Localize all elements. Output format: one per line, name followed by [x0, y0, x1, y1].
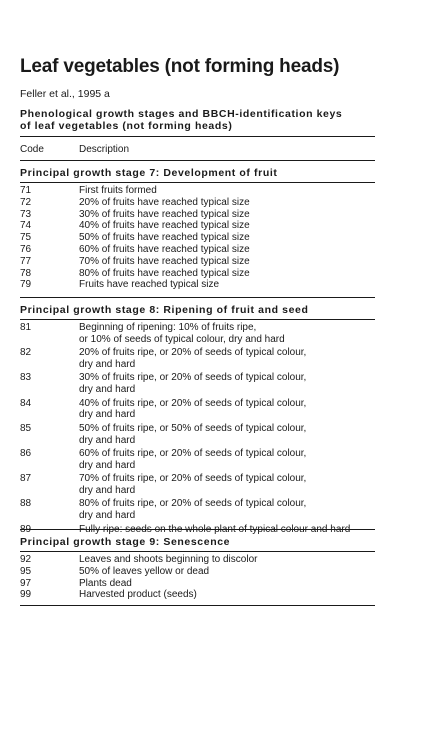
row-code: 78 — [20, 267, 32, 279]
row-description: 60% of fruits ripe, or 20% of seeds of typical colour, dry and hard — [79, 447, 307, 471]
row-description: 30% of fruits ripe, or 20% of seeds of typical colour, dry and hard — [79, 372, 307, 396]
column-header-description: Description — [79, 144, 130, 155]
stage-7-rows — [20, 185, 375, 291]
row-code: 74 — [20, 220, 32, 232]
table-row — [20, 220, 375, 232]
row-code: 76 — [20, 243, 32, 255]
table-row — [20, 566, 375, 578]
row-description: Beginning of ripening: 10% of fruits ripe, or 10% of seeds of typical colour, dry and hard — [79, 322, 285, 345]
row-description: First fruits formed — [79, 185, 157, 196]
table-row — [20, 578, 375, 590]
row-description: 50% of fruits have reached typical size — [79, 232, 250, 244]
row-description: 20% of fruits have reached typical size — [79, 196, 250, 208]
author-citation: Feller et al., 1995 a — [20, 88, 110, 100]
row-description: 70% of fruits have reached typical size — [79, 255, 250, 267]
table-row — [20, 197, 375, 209]
table-row — [20, 322, 375, 346]
table-row — [20, 256, 375, 268]
table-row — [20, 473, 375, 497]
row-code: 81 — [20, 322, 32, 333]
header-rule-bottom — [20, 160, 375, 161]
stage-9-rule — [20, 551, 375, 552]
row-code: 85 — [20, 422, 32, 434]
stage-9-title: Principal growth stage 9: Senescence — [20, 536, 231, 548]
table-row — [20, 279, 375, 291]
row-description: Harvested product (seeds) — [79, 589, 197, 601]
row-code: 88 — [20, 498, 32, 510]
row-description: 70% of fruits ripe, or 20% of seeds of typical colour, dry and hard — [79, 473, 307, 496]
row-description: Plants dead — [79, 577, 132, 589]
stage-7-rule — [20, 182, 375, 183]
row-description: 80% of fruits have reached typical size — [79, 267, 250, 279]
row-code: 86 — [20, 447, 32, 459]
row-code: 99 — [20, 589, 32, 601]
stage-7-end-rule — [20, 297, 375, 298]
table-row — [20, 185, 375, 197]
table-row — [20, 232, 375, 244]
table-row — [20, 209, 375, 221]
row-description: 40% of fruits ripe, or 20% of seeds of typical colour, dry and hard — [79, 397, 307, 421]
row-description: 30% of fruits have reached typical size — [79, 208, 250, 220]
table-row — [20, 347, 375, 371]
table-row — [20, 244, 375, 256]
table-end-rule — [20, 605, 375, 606]
row-description: Fully ripe: seeds on the whole plant of typical colour and hard — [79, 523, 351, 535]
table-row — [20, 423, 375, 447]
table-row — [20, 268, 375, 280]
stage-8-title: Principal growth stage 8: Ripening of fruit and seed — [20, 304, 309, 316]
column-header-code: Code — [20, 144, 44, 155]
row-description: 80% of fruits ripe, or 20% of seeds of typical colour, dry and hard — [79, 498, 307, 522]
stage-7-title: Principal growth stage 7: Development of fruit — [20, 167, 278, 179]
row-description: 50% of fruits ripe, or 50% of seeds of typical colour, dry and hard — [79, 422, 307, 446]
row-code: 82 — [20, 347, 32, 359]
row-description: Leaves and shoots beginning to discolor — [79, 554, 258, 565]
row-code: 72 — [20, 196, 32, 208]
row-code: 92 — [20, 554, 32, 565]
table-subtitle — [20, 109, 342, 132]
table-row — [20, 398, 375, 422]
row-code: 71 — [20, 185, 32, 196]
row-code: 77 — [20, 255, 32, 267]
header-rule-top — [20, 136, 375, 137]
row-description: 60% of fruits have reached typical size — [79, 243, 250, 255]
row-code: 87 — [20, 473, 32, 485]
row-description: 40% of fruits have reached typical size — [79, 220, 250, 232]
page-title: Leaf vegetables (not forming heads) — [20, 56, 340, 77]
row-description: 50% of leaves yellow or dead — [79, 565, 210, 577]
table-row — [20, 554, 375, 566]
table-row — [20, 448, 375, 472]
stage-8-rows — [20, 322, 375, 535]
row-code: 73 — [20, 208, 32, 220]
table-subtitle-line-1: Phenological growth stages and BBCH-identification keys — [20, 108, 343, 120]
row-code: 84 — [20, 397, 32, 409]
row-code: 83 — [20, 372, 32, 384]
table-row — [20, 498, 375, 522]
row-code: 89 — [20, 523, 32, 535]
row-code: 97 — [20, 577, 32, 589]
row-code: 95 — [20, 565, 32, 577]
stage-8-rule — [20, 319, 375, 320]
table-subtitle-line-2: of leaf vegetables (not forming heads) — [20, 119, 233, 132]
table-row — [20, 372, 375, 396]
row-description: 20% of fruits ripe, or 20% of seeds of typical colour, dry and hard — [79, 347, 307, 370]
row-description: Fruits have reached typical size — [79, 279, 220, 291]
stage-9-rows — [20, 554, 375, 601]
table-row — [20, 589, 375, 601]
row-code: 79 — [20, 279, 32, 291]
row-code: 75 — [20, 232, 32, 244]
stage-8-end-rule — [20, 529, 375, 530]
